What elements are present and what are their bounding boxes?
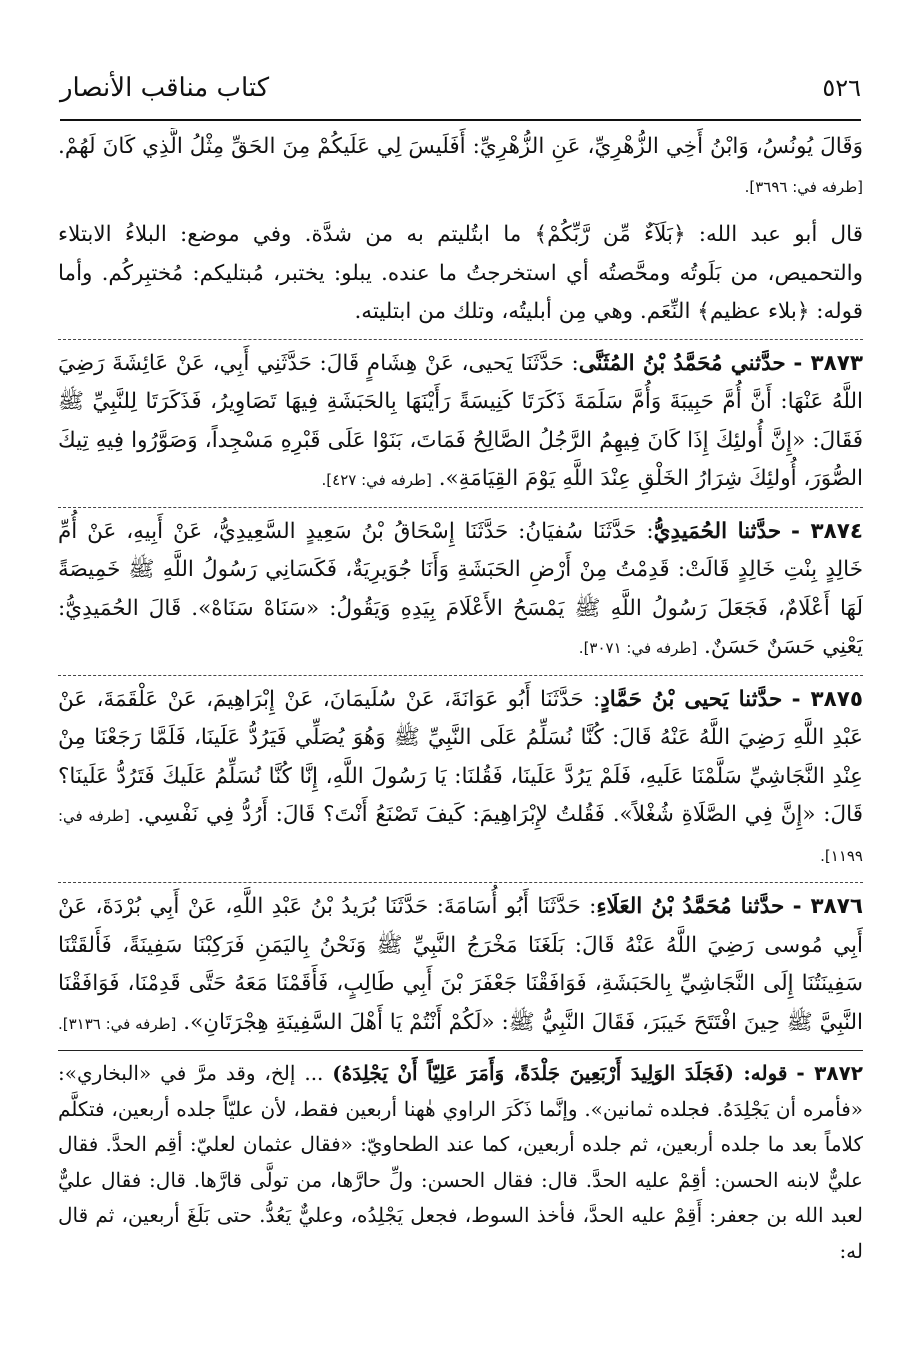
running-header: [60, 68, 861, 108]
hadith-text: : حَدَّثَنَا أَبُو أُسَامَةَ: حَدَّثَنَا بُرَيدُ بْنُ عَبْدِ اللَّهِ، عَنْ أَبِي بُرْدَةَ، عَنْ أَبِي مُوسى رَضِيَ اللَّهُ عَنْهُ قَالَ: بَلَغَنَا مَخْرَجُ النَّبِيِّ ﷺ وَنَحْنُ بِاليَمَنِ فَرَكِبْنَا سَفِينَةً، فَأَلقَتْنَا سَفِينَتُنَا إِلَى النَّجَاشِيِّ بِالحَبَشَةِ، فَوَافَقْنَا جَعْفَرَ بْنَ أَبِي طَالِبٍ، فَأَقَمْنَا مَعَهُ حَتَّى قَدِمْنَا، فَوَافَقْنَا النَّبِيَّ ﷺ حِينَ افْتَتَحَ خَيبَرَ، فَقَالَ النَّبِيُّ ﷺ: «لَكُمْ أَنْتُمْ يَا أَهْلَ السَّفِينَةِ هِجْرَتَانِ».: [58, 894, 863, 1035]
narrator: حدَّثنا يَحيى بْنُ حَمَّادٍ: [600, 686, 783, 712]
section-divider: [58, 882, 863, 883]
cross-reference: [طرفه في: ٣٦٩٦].: [744, 177, 863, 196]
hadith-number: ٣٨٧٤ -: [791, 518, 863, 544]
hadith-number: ٣٨٧٦ -: [792, 894, 863, 919]
hadith-number: ٣٨٧٣ -: [793, 350, 863, 376]
cross-reference: [طرفه في: ٣١٣٦].: [58, 1014, 177, 1033]
cross-reference: [طرفه في: ٤٢٧].: [321, 471, 432, 489]
hadith-text: : حَدَّثَنَا أَبُو عَوَانَةَ، عَنْ سُلَيمَانَ، عَنْ إِبْرَاهِيمَ، عَنْ عَلْقَمَةَ، عَنْ عَبْدِ اللَّهِ رَضِيَ اللَّهُ عَنْهُ قَالَ: كُنَّا نُسَلِّمُ عَلَى النَّبِيِّ ﷺ وَهُوَ يُصَلِّي فَيَرُدُّ عَلَينَا، فَلَمَّا رَجَعْنَا مِنْ عِنْدِ النَّجَاشِيِّ سَلَّمْنَا عَلَيهِ، فَلَمْ يَرُدَّ عَلَينَا، فَقُلنَا: يَا رَسُولَ اللَّهِ، إِنَّا كُنَّا نُسَلِّمُ عَلَيكَ فَتَرُدُّ عَلَينَا؟ قَالَ: «إِنَّ فِي الصَّلَاةِ شُغْلاً». فَقُلتُ لإِبْرَاهِيمَ: كَيفَ تَصْنَعُ أَنْتَ؟ قَالَ: أَرُدُّ فِي نَفْسِي.: [58, 686, 863, 827]
paragraph-text: قال أبو عبد الله: ﴿بَلَآءٌ مِّن رَّبِّكُمْ﴾ ما ابتُليتم به من شدَّة. وفي موضع: البلاءُ الابتلاء والتحميص، من بَلَوتُه ومحَّصتُه أي استخرجتُ ما عنده. يبلو: يختبر، مُبتليكم: مُختبِركُم. وأما قوله: ﴿بلاء عظيم﴾ النِّعَم. وهي مِن أبليتُه، وتلك من ابتليته.: [58, 222, 863, 324]
cross-reference: [طرفه في: ١١٩٩].: [58, 807, 863, 865]
commentary-lead: قوله: (فَجَلَدَ الوَلِيدَ أَرْبَعِينَ جَلْدَةً، وَأَمَرَ عَلِيّاً أَنْ يَجْلِدَهُ): [332, 1061, 788, 1085]
commentary-3872: [58, 1056, 863, 1269]
hadith-3873: [58, 345, 863, 500]
cross-reference: [طرفه في: ٣٠٧١].: [578, 639, 698, 657]
section-divider: [58, 675, 863, 676]
paragraph-text: وَقَالَ يُونُسُ، وَابْنُ أَخِي الزُّهْرِيِّ، عَنِ الزُّهْرِيِّ: أَفَلَيسَ لِي عَلَيكُمْ مِنَ الحَقِّ مِثْلُ الَّذِي كَانَ لَهُمْ.: [58, 134, 863, 159]
section-divider: [58, 339, 863, 340]
narrator: حدَّثنا مُحَمَّدُ بْنُ العَلَاءِ: [596, 894, 785, 919]
page-number: ٥٢٦: [822, 74, 861, 102]
hadith-text: : حَدَّثَنَا سُفيَانُ: حَدَّثَنَا إِسْحَاقُ بْنُ سَعِيدٍ السَّعِيدِيُّ، عَنْ أَبِيهِ، عَنْ أُمِّ خَالِدٍ بِنْتِ خَالِدٍ قَالَتْ: قَدِمْتُ مِنْ أَرْضِ الحَبَشَةِ وَأَنَا جُوَيرِيَةٌ، فَكَسَانِي رَسُولُ اللَّهِ ﷺ خَمِيصَةً لَهَا أَعْلَامٌ، فَجَعَلَ رَسُولُ اللَّهِ ﷺ يَمْسَحُ الأَعْلَامَ بِيَدِهِ وَيَقُولُ: «سَنَاهْ سَنَاهْ». قَالَ الحُمَيدِيُّ: يَعْنِي حَسَنٌ حَسَنٌ.: [58, 518, 863, 659]
commentary-paragraph: [58, 216, 863, 332]
header-rule: [60, 119, 861, 121]
hadith-3875: [58, 681, 863, 876]
continuation-paragraph: [58, 128, 863, 206]
page-content: [58, 128, 863, 1368]
hadith-3876: [58, 888, 863, 1043]
narrator: حدَّثني مُحَمَّدُ بْنُ المُثَنَّى: [578, 350, 786, 376]
hadith-text: : حَدَّثَنَا يَحيى، عَنْ هِشَامٍ قَالَ: حَدَّثَنِي أَبِي، عَنْ عَائِشَةَ رَضِيَ اللَّهُ عَنْهَا: أَنَّ أُمَّ حَبِيبَةَ وَأُمَّ سَلَمَةَ ذَكَرَتَا كَنِيسَةً رَأَيْنَهَا بِالحَبَشَةِ فِيهَا تَصَاوِيرُ، فَذَكَرَتَا لِلنَّبِيِّ ﷺ فَقَالَ: «إِنَّ أُولئِكَ إِذَا كَانَ فِيهِمُ الرَّجُلُ الصَّالِحُ فَمَاتَ، بَنَوْا عَلَى قَبْرِهِ مَسْجِداً، وَصَوَّرُوا فِيهِ تِيكَ الصُّوَرَ، أُولئِكَ شِرَارُ الخَلْقِ عِنْدَ اللَّهِ يَوْمَ القِيَامَةِ».: [58, 350, 863, 491]
book-title: كتاب مناقب الأنصار: [60, 73, 270, 103]
hadith-3874: [58, 513, 863, 668]
commentary-number: ٣٨٧٢ -: [796, 1061, 863, 1085]
commentary-divider: [58, 1050, 863, 1051]
spacer: [58, 206, 863, 216]
hadith-number: ٣٨٧٥ -: [791, 686, 863, 712]
narrator: حدَّثنا الحُمَيدِيُّ: [653, 518, 782, 544]
commentary-text: ... إلخ، وقد مرَّ في «البخاري»: «فأمره أن يَجْلِدَهُ. فجلده ثمانين». وإنَّما ذَكَرَ الراوي هٰهنا أربعين فقط، لأن عليّاً جلده أربعين، فتكلَّم كلاماً بعد ما جلده أربعين، ثم جلده أربعين، كما عند الطحاويّ: «فقال عثمان لعليّ: أقِم الحدَّ. فقال عليٌّ لابنه الحسن: أقِمْ عليه الحدَّ. قال: فقال الحسن: ولِّ حارَّها، من تولَّى قارَّها. قال: فقال عليٌّ لعبد الله بن جعفر: أَقِمْ عليه الحدَّ، فأخذ السوط، فجعل يَجْلِدُه، وعليٌّ يَعُدُّ. حتى بَلَغَ أربعين، ثم قال له:: [58, 1061, 863, 1263]
section-divider: [58, 507, 863, 508]
